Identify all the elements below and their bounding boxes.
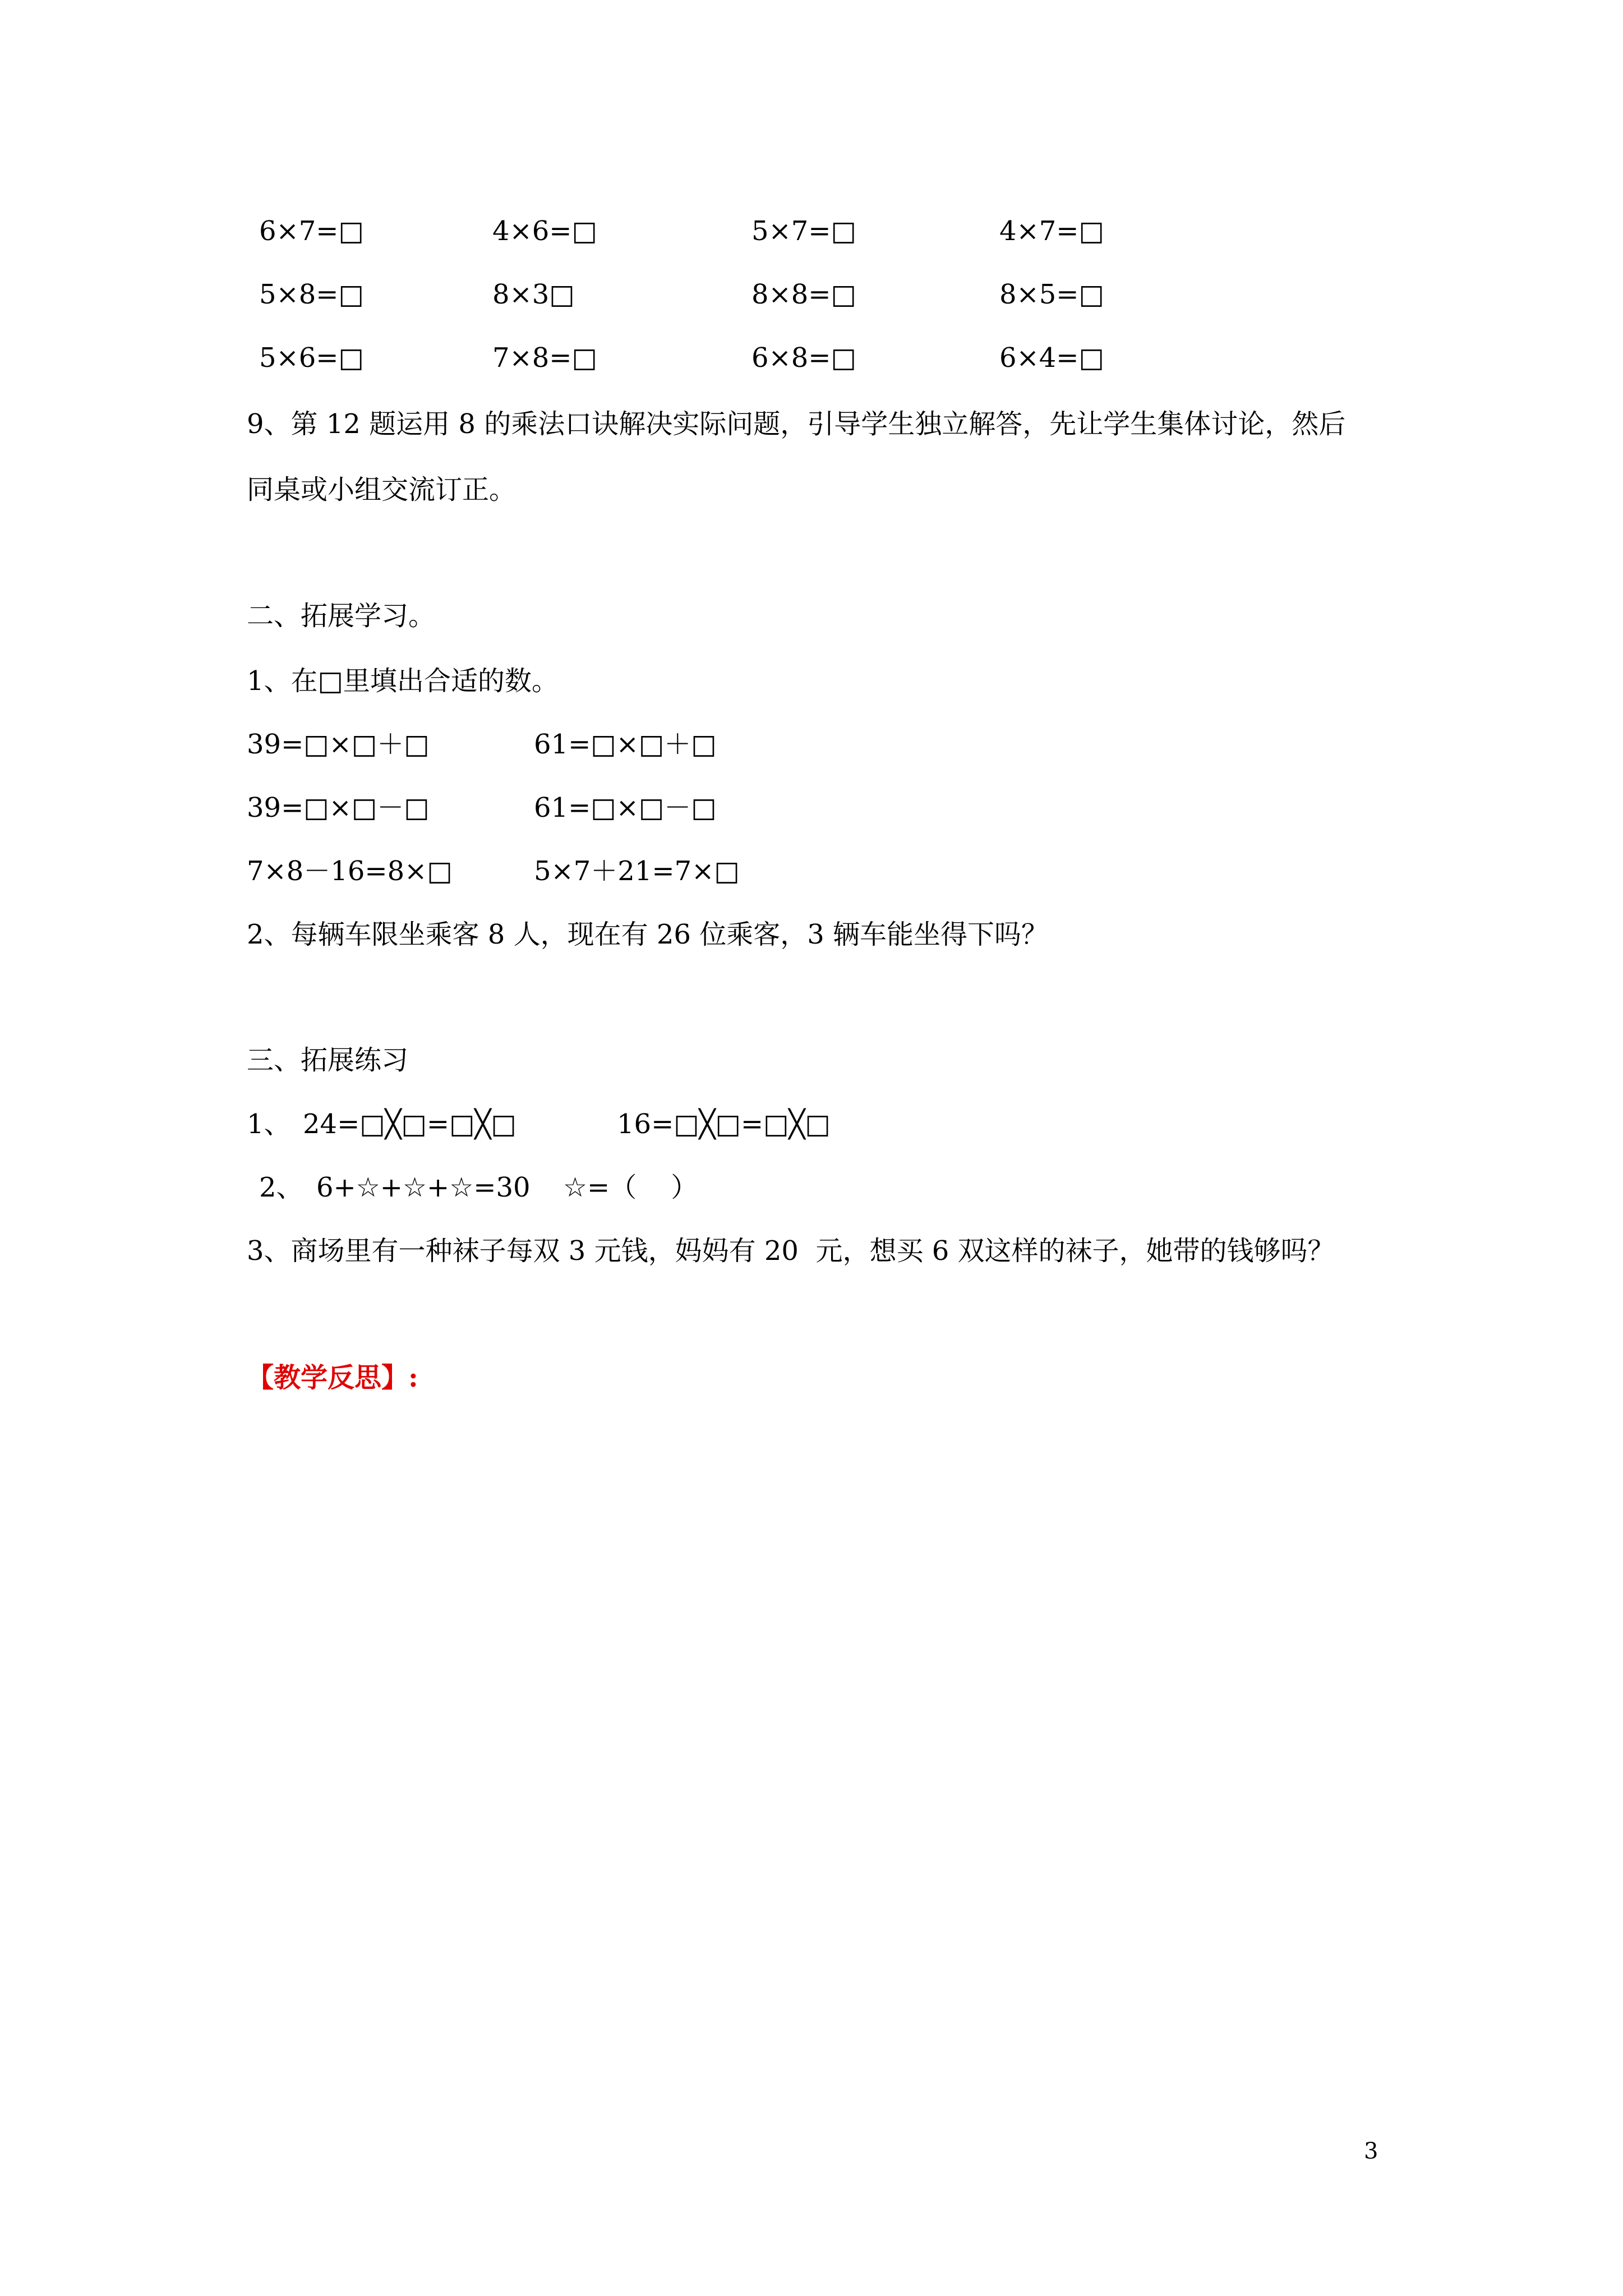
grid-cell: 5×6=□ xyxy=(259,342,364,374)
q2-prefix: 2、 xyxy=(259,1172,303,1203)
q1-expression-a: 24=□╳□=□╳□ xyxy=(303,1108,517,1140)
section3-q3: 3、商场里有一种袜子每双 3 元钱，妈妈有 20 元，想买 6 双这样的袜子，她带的钱够吗？ xyxy=(247,1235,1335,1267)
item9-line1: 9、第 12 题运用 8 的乘法口诀解决实际问题，引导学生独立解答，先让学生集体讨论，然后 xyxy=(247,408,1346,440)
equation: 61=□×□－□ xyxy=(534,792,717,823)
equation: 7×8－16=8×□ xyxy=(247,855,453,887)
grid-cell: 8×5=□ xyxy=(999,279,1104,310)
q1-expression-b: 16=□╳□=□╳□ xyxy=(617,1108,831,1140)
grid-cell: 8×8=□ xyxy=(751,279,856,310)
section2-heading: 二、拓展学习。 xyxy=(247,600,436,632)
grid-cell: 5×7=□ xyxy=(751,215,856,247)
grid-cell: 6×8=□ xyxy=(751,342,856,374)
q2-expression-a: 6+☆+☆+☆=30 xyxy=(316,1172,531,1203)
grid-cell: 8×3□ xyxy=(492,279,575,310)
q1-prefix: 1、 xyxy=(247,1108,291,1140)
section2-q1: 1、在□里填出合适的数。 xyxy=(247,665,559,697)
page-number: 3 xyxy=(1364,2138,1378,2164)
teaching-reflection-heading: 【教学反思】: xyxy=(247,1362,418,1393)
grid-cell: 4×7=□ xyxy=(999,215,1104,247)
grid-cell: 5×8=□ xyxy=(259,279,364,310)
grid-cell: 4×6=□ xyxy=(492,215,597,247)
q2-expression-b: ☆=（ ） xyxy=(563,1172,698,1203)
grid-cell: 6×4=□ xyxy=(999,342,1104,374)
section3-heading: 三、拓展练习 xyxy=(247,1045,409,1076)
item9-line2: 同桌或小组交流订正。 xyxy=(247,474,517,505)
equation: 39=□×□－□ xyxy=(247,792,430,823)
equation: 5×7＋21=7×□ xyxy=(534,855,740,887)
section2-q2: 2、每辆车限坐乘客 8 人，现在有 26 位乘客，3 辆车能坐得下吗？ xyxy=(247,919,1048,950)
equation: 39=□×□＋□ xyxy=(247,729,430,760)
grid-cell: 6×7=□ xyxy=(259,215,364,247)
grid-cell: 7×8=□ xyxy=(492,342,597,374)
equation: 61=□×□＋□ xyxy=(534,729,717,760)
